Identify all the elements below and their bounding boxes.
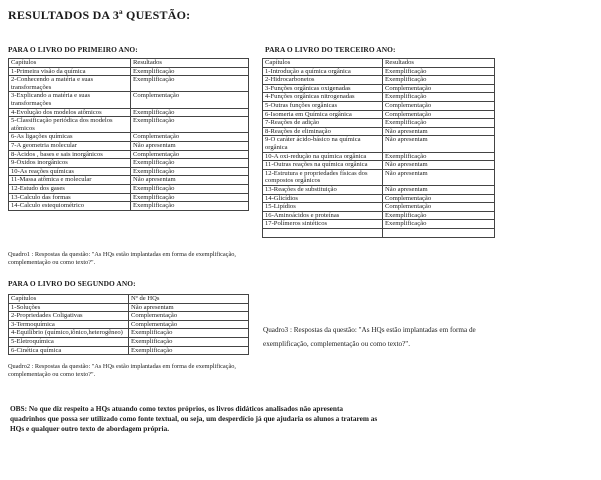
table-row (263, 93, 495, 102)
chapter-cell: 2-Hidrocarbonetos (263, 76, 383, 85)
observation-note: OBS: No que diz respeito a HQs atuando como textos próprios, os livros didáticos analisados não apresenta quadrinhos que possa ser utilizado como fonte textual, ou seja, um desperdício já que ajudaria os alunos a tratarem as HQs e qualquer outro texto de abordagem própria. (10, 404, 378, 433)
chapter-cell: 6-Isomeria em Química orgânica (263, 110, 383, 119)
column-header: Resultados (383, 59, 495, 68)
column-header: Capítulos (9, 295, 129, 304)
second-year-heading: PARA O LIVRO DO SEGUNDO ANO: (8, 279, 136, 288)
chapter-cell: 1-Soluções (9, 303, 129, 312)
chapter-cell: 10-As reações químicas (9, 167, 131, 176)
result-cell: Complementação (131, 133, 249, 142)
result-cell: Não apresentam (131, 176, 249, 185)
table-row (9, 150, 249, 159)
table-row (9, 141, 249, 150)
result-cell: Não apresentam (131, 141, 249, 150)
result-cell: Complementação (131, 92, 249, 108)
page-title: RESULTADOS DA 3ª QUESTÃO: (8, 8, 191, 22)
column-header: Capítulos (9, 59, 131, 68)
chapter-cell: 5-Classificação periódica dos modelos atômicos (9, 117, 131, 133)
chapter-cell: 3-Explicando a matéria e suas transformações (9, 92, 131, 108)
result-cell: Exemplificação (131, 76, 249, 92)
table-row (263, 220, 495, 229)
table-row (263, 185, 495, 194)
table-row (263, 119, 495, 128)
column-header: Resultados (131, 59, 249, 68)
chapter-cell: 4-Funções orgânicas nitrogenadas (263, 93, 383, 102)
table-row (263, 211, 495, 220)
chapter-cell: 9-Óxidos inorgânicos (9, 159, 131, 168)
result-cell: Complementação (131, 150, 249, 159)
result-cell: Não apresentam (383, 169, 495, 185)
chapter-cell: 5-Outras funções orgânicas (263, 101, 383, 110)
table-row (9, 193, 249, 202)
chapter-cell: 17-Polímeros sintéticos (263, 220, 383, 229)
chapter-cell: 2-Conhecendo a matéria e suas transformações (9, 76, 131, 92)
result-cell: Exemplificação (131, 184, 249, 193)
second-year-table (8, 294, 249, 355)
chapter-cell: 3-Termoquímica (9, 320, 129, 329)
first-year-heading: PARA O LIVRO DO PRIMEIRO ANO: (8, 45, 138, 54)
chapter-cell: 11-Outras reações na química orgânica (263, 161, 383, 170)
table-row (9, 320, 249, 329)
first-year-caption: Quadro1 : Respostas da questão: "As HQs estão implantadas em forma de exemplificação, complementação ou como texto?". (8, 251, 236, 266)
result-cell: Complementação (383, 84, 495, 93)
table-row (9, 176, 249, 185)
first-year-table (8, 58, 249, 211)
result-cell: Exemplificação (131, 159, 249, 168)
result-cell: Exemplificação (383, 119, 495, 128)
chapter-cell: 14-Glicídios (263, 194, 383, 203)
table-row (9, 117, 249, 133)
result-cell: Exemplificação (131, 108, 249, 117)
table-row (9, 108, 249, 117)
result-cell: Exemplificação (383, 67, 495, 76)
chapter-cell: 15-Lipídios (263, 203, 383, 212)
chapter-cell: 4-Evolução dos modelos atômicos (9, 108, 131, 117)
chapter-cell: 13-Reações de substituição (263, 185, 383, 194)
result-cell: Não apresentam (383, 136, 495, 152)
third-year-table (262, 58, 495, 238)
table-header-row (9, 59, 249, 68)
table-row (9, 92, 249, 108)
result-cell: Complementação (129, 320, 249, 329)
result-cell: Complementação (383, 110, 495, 119)
result-cell: Exemplificação (129, 329, 249, 338)
chapter-cell: 10-A oxi-redução na química orgânica (263, 152, 383, 161)
result-cell: Exemplificação (383, 220, 495, 229)
result-cell (383, 228, 495, 237)
table-row (9, 346, 249, 355)
result-cell: Complementação (383, 101, 495, 110)
table-row (263, 169, 495, 185)
result-cell: Exemplificação (383, 152, 495, 161)
table-row (9, 303, 249, 312)
table-row (9, 329, 249, 338)
result-cell: Exemplificação (131, 202, 249, 211)
result-cell: Não apresentam (383, 127, 495, 136)
chapter-cell (263, 228, 383, 237)
table-row (9, 76, 249, 92)
chapter-cell: 1-Introdução a química orgânica (263, 67, 383, 76)
result-cell: Complementação (383, 194, 495, 203)
result-cell: Exemplificação (129, 346, 249, 355)
result-cell: Exemplificação (383, 76, 495, 85)
chapter-cell: 12-Estudo dos gases (9, 184, 131, 193)
chapter-cell: 2-Propriedades Coligativas (9, 312, 129, 321)
result-cell: Exemplificação (131, 167, 249, 176)
chapter-cell: 11-Massa atômica e molecular (9, 176, 131, 185)
chapter-cell: 6-As ligações químicas (9, 133, 131, 142)
table-row (9, 159, 249, 168)
table-row (9, 337, 249, 346)
table-row (9, 67, 249, 76)
table-row (9, 312, 249, 321)
table-row (263, 76, 495, 85)
chapter-cell: 8-Reações de eliminação (263, 127, 383, 136)
result-cell: Não apresentam (383, 161, 495, 170)
result-cell: Não apresentam (383, 185, 495, 194)
result-cell: Exemplificação (131, 193, 249, 202)
chapter-cell: 1-Primeira visão da química (9, 67, 131, 76)
chapter-cell: 3-Funções orgânicas oxigenadas (263, 84, 383, 93)
chapter-cell: 13-Calculo das formas (9, 193, 131, 202)
chapter-cell: 8-Ácidos , bases e sais inorgânicos (9, 150, 131, 159)
result-cell: Exemplificação (129, 337, 249, 346)
table-row (263, 194, 495, 203)
chapter-cell: 9-O caráter ácido-básico na química orgânica (263, 136, 383, 152)
column-header: Capítulos (263, 59, 383, 68)
third-year-heading: PARA O LIVRO DO TERCEIRO ANO: (265, 45, 396, 54)
table-row (263, 127, 495, 136)
result-cell: Exemplificação (131, 67, 249, 76)
table-row (263, 228, 495, 237)
chapter-cell: 16-Aminoácidos e proteínas (263, 211, 383, 220)
second-year-caption: Quadro2 : Respostas da questão: "As HQs estão implantadas em forma de exemplificação, complementação ou como texto?". (8, 363, 236, 378)
table-row (9, 133, 249, 142)
table-row (263, 84, 495, 93)
result-cell: Complementação (383, 203, 495, 212)
column-header: Nº de HQs (129, 295, 249, 304)
chapter-cell: 5-Eletroquímica (9, 337, 129, 346)
table-row (9, 167, 249, 176)
result-cell: Exemplificação (383, 211, 495, 220)
chapter-cell: 7-A geometria molecular (9, 141, 131, 150)
table-row (263, 203, 495, 212)
third-year-caption: Quadro3 : Respostas da questão: "As HQs estão implantadas em forma de exemplificação, complementação ou como texto?". (263, 326, 476, 348)
table-row (263, 101, 495, 110)
chapter-cell: 12-Estrutura e propriedades físicas dos compostos orgânicos (263, 169, 383, 185)
result-cell: Não apresentam (129, 303, 249, 312)
table-row (263, 110, 495, 119)
chapter-cell: 4-Equilíbrio (químico,iônico,heterogêneo) (9, 329, 129, 338)
table-row (9, 202, 249, 211)
table-header-row (9, 295, 249, 304)
result-cell: Exemplificação (383, 93, 495, 102)
table-row (263, 152, 495, 161)
table-header-row (263, 59, 495, 68)
chapter-cell: 14-Calculo estequiométrico (9, 202, 131, 211)
table-row (9, 184, 249, 193)
table-row (263, 136, 495, 152)
chapter-cell: 6-Cinética química (9, 346, 129, 355)
chapter-cell: 7-Reações de adição (263, 119, 383, 128)
result-cell: Exemplificação (131, 117, 249, 133)
result-cell: Complementação (129, 312, 249, 321)
table-row (263, 161, 495, 170)
table-row (263, 67, 495, 76)
